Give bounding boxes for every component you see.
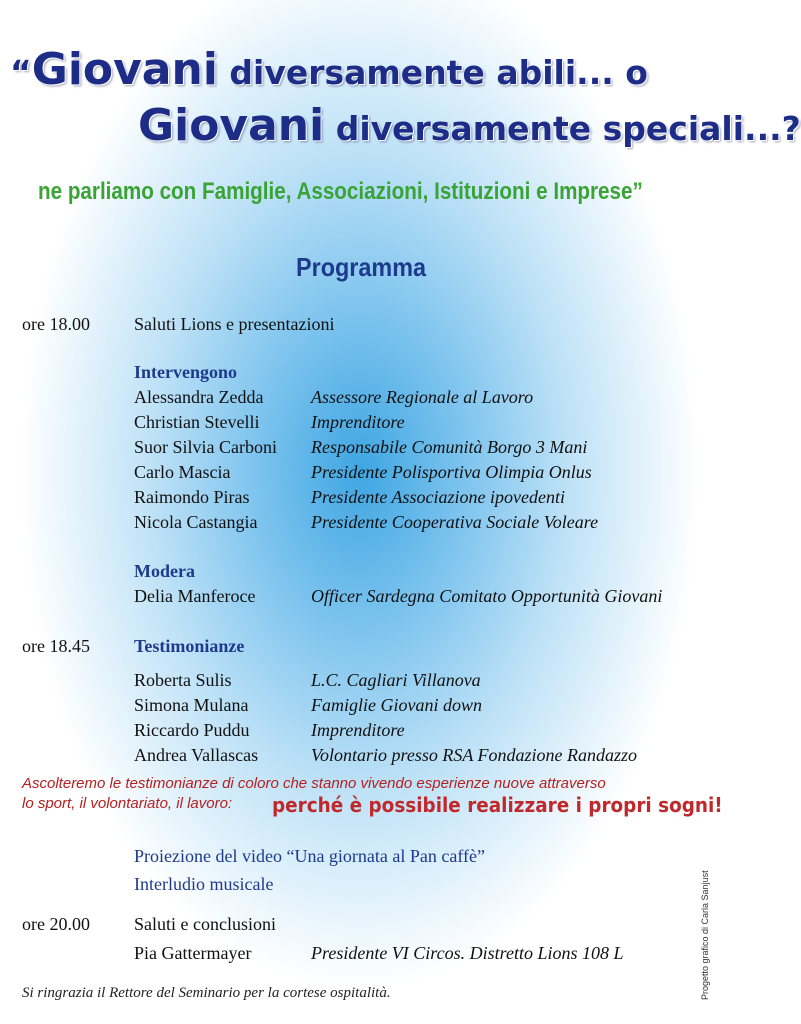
main-title-line-1: [10, 44, 648, 95]
title-line-2-rest: diversamente speciali...?: [324, 109, 801, 148]
note-line-1: Ascolteremo le testimonianze di coloro che stanno vivendo esperienze nuove attraverso: [22, 775, 606, 792]
title-word-giovani-2: Giovani: [138, 100, 325, 151]
moderator-name: Delia Manferoce: [134, 586, 256, 606]
main-title-line-2: [138, 100, 801, 151]
moderator-role: Officer Sardegna Comitato Opportunità Giovani: [311, 586, 663, 606]
testimonial-role: Imprenditore: [311, 720, 405, 740]
speaker-name: Alessandra Zedda: [134, 387, 264, 407]
speaker-role: Presidente Polisportiva Olimpia Onlus: [311, 462, 592, 482]
subtitle: ne parliamo con Famiglie, Associazioni, Istituzioni e Imprese”: [38, 178, 643, 205]
speaker-role: Imprenditore: [311, 412, 405, 432]
programma-heading: Programma: [295, 252, 427, 282]
speaker-name: Suor Silvia Carboni: [134, 437, 277, 457]
open-quote: “: [10, 53, 32, 92]
note-line-2: lo sport, il volontariato, il lavoro:: [22, 795, 233, 812]
testimonial-name: Andrea Vallascas: [134, 745, 259, 765]
closing-text: Saluti e conclusioni: [134, 914, 276, 934]
video-projection: Proiezione del video “Una giornata al Pan caffè”: [134, 846, 486, 866]
musical-interlude: Interludio musicale: [134, 874, 274, 894]
speaker-role: Responsabile Comunità Borgo 3 Mani: [311, 437, 588, 457]
design-credit: Progetto grafico di Carla Sanjust: [700, 870, 710, 1000]
modera-label: Modera: [134, 561, 195, 581]
speaker-role: Presidente Associazione ipovedenti: [311, 487, 565, 507]
testimonial-name: Simona Mulana: [134, 695, 249, 715]
testimonial-role: Volontario presso RSA Fondazione Randazzo: [311, 745, 638, 765]
testimonianze-time: ore 18.45: [22, 636, 90, 656]
speaker-role: Presidente Cooperativa Sociale Voleare: [311, 512, 599, 532]
title-word-giovani: Giovani: [31, 44, 218, 95]
testimonial-name: Riccardo Puddu: [134, 720, 250, 740]
testimonianze-label: Testimonianze: [134, 636, 245, 656]
opening-time: ore 18.00: [22, 314, 90, 334]
speaker-role: Assessore Regionale al Lavoro: [311, 387, 534, 407]
closing-speaker-name: Pia Gattermayer: [134, 943, 252, 963]
speaker-name: Raimondo Piras: [134, 487, 250, 507]
thanks-note: Si ringrazia il Rettore del Seminario per la cortese ospitalità.: [22, 985, 391, 1001]
intervengono-label: Intervengono: [134, 362, 237, 382]
closing-speaker-role: Presidente VI Circos. Distretto Lions 108 L: [311, 943, 624, 963]
testimonial-role: Famiglie Giovani down: [311, 695, 482, 715]
closing-time: ore 20.00: [22, 914, 90, 934]
testimonial-name: Roberta Sulis: [134, 670, 232, 690]
speaker-name: Carlo Mascia: [134, 462, 231, 482]
title-line-1-rest: diversamente abili... o: [217, 53, 648, 92]
opening-text: Saluti Lions e presentazioni: [134, 314, 335, 334]
testimonial-role: L.C. Cagliari Villanova: [311, 670, 481, 690]
speaker-name: Christian Stevelli: [134, 412, 260, 432]
speaker-name: Nicola Castangia: [134, 512, 258, 532]
note-highlight: perché è possibile realizzare i propri sogni!: [272, 793, 723, 817]
